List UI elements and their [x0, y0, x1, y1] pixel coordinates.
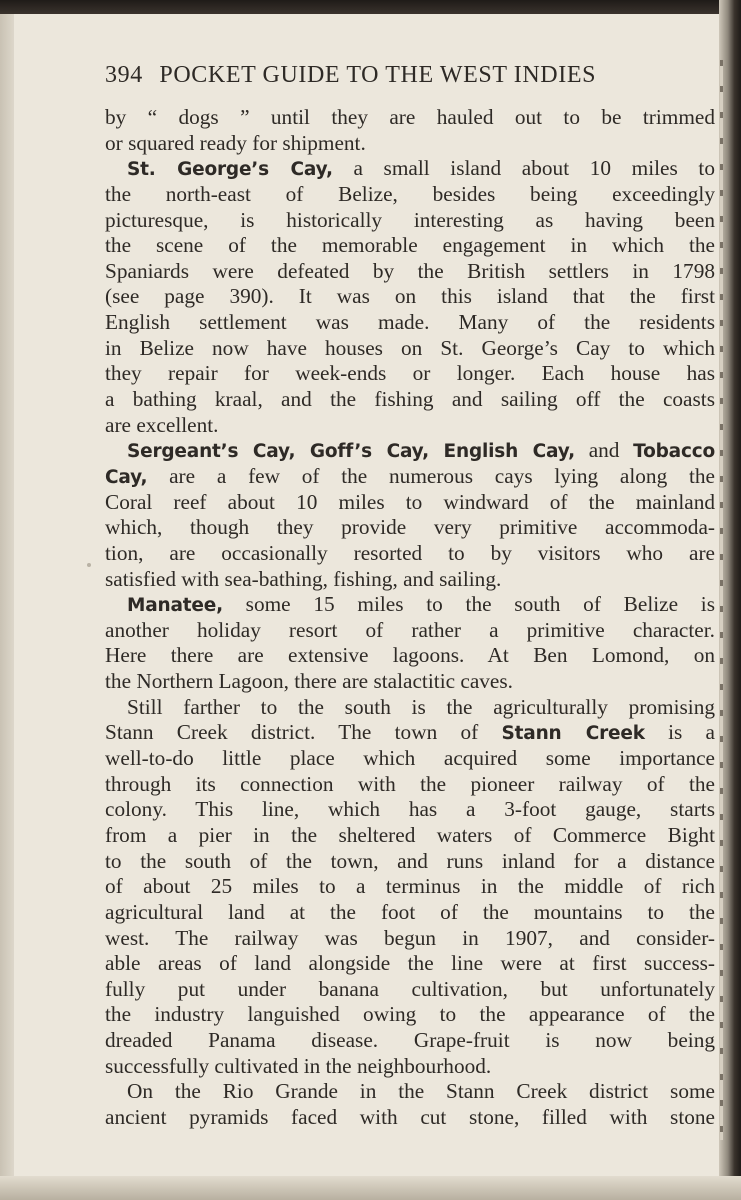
text-run: another holiday resort of rather a primitive character.	[105, 617, 715, 642]
text-run: are a few of the numerous cays lying along the	[147, 463, 715, 488]
bottom-page-edge	[0, 1176, 741, 1200]
text-run: through its connection with the pioneer railway of the	[105, 771, 715, 796]
text-run: agricultural land at the foot of the mountains to the	[105, 899, 715, 924]
text-run: Spaniards were defeated by the British settlers in 1798	[105, 258, 715, 283]
text-run: some 15 miles to the south of Belize is	[222, 592, 715, 617]
text-run: a bathing kraal, and the fishing and sailing off the coasts	[105, 387, 715, 412]
text-run: On the Rio Grande in the Stann Creek district some	[127, 1079, 715, 1104]
text-line	[105, 182, 715, 208]
left-page-edge	[0, 14, 14, 1200]
text-run: in Belize now have houses on St. George’s Cay to which	[105, 335, 715, 360]
text-line	[105, 438, 715, 464]
text-run: successfully cultivated in the neighbourhood.	[105, 1053, 492, 1078]
text-run: (see page 390). It was on this island that the first	[105, 284, 715, 309]
text-run: Stann Creek district. The town of	[105, 720, 502, 745]
text-line	[105, 1028, 715, 1054]
text-line	[105, 541, 715, 567]
text-line	[105, 592, 715, 618]
text-line	[105, 874, 715, 900]
text-run: English settlement was made. Many of the residents	[105, 310, 715, 335]
text-line	[105, 1002, 715, 1028]
text-line	[105, 1079, 715, 1105]
bold-place-name: Manatee,	[127, 595, 223, 617]
text-run: west. The railway was begun in 1907, and consider-	[105, 925, 715, 950]
bold-place-name: St. George’s Cay,	[127, 159, 333, 181]
text-line	[105, 1105, 715, 1131]
text-line	[105, 387, 715, 413]
text-line	[105, 772, 715, 798]
page-stack-edge	[720, 60, 723, 1140]
text-line	[105, 823, 715, 849]
bold-place-name: Sergeant’s Cay, Goff’s Cay, English Cay,	[127, 441, 576, 463]
top-page-edge	[0, 0, 741, 14]
text-run: and	[575, 438, 634, 463]
text-run: by “ dogs ” until they are hauled out to be trimmed	[105, 105, 715, 129]
text-line	[105, 977, 715, 1003]
text-line	[105, 361, 715, 387]
text-line	[105, 336, 715, 362]
text-line	[105, 233, 715, 259]
text-line	[105, 669, 715, 695]
text-run: the scene of the memorable engagement in which the	[105, 233, 715, 258]
text-run: fully put under banana cultivation, but unfortunately	[105, 976, 715, 1001]
bold-place-name: Tobacco	[633, 441, 715, 463]
text-run: tion, are occasionally resorted to by visitors who are	[105, 540, 715, 565]
text-line	[105, 310, 715, 336]
text-run: the north-east of Belize, besides being exceedingly	[105, 181, 715, 206]
text-line	[105, 105, 715, 131]
text-line	[105, 720, 715, 746]
text-line	[105, 515, 715, 541]
text-run: Here there are extensive lagoons. At Ben Lomond, on	[105, 643, 715, 668]
text-line	[105, 490, 715, 516]
body-text	[105, 105, 715, 1131]
text-line	[105, 900, 715, 926]
text-line	[105, 618, 715, 644]
text-run: is a	[644, 720, 715, 745]
paper-speck	[87, 563, 91, 567]
text-run: a small island about 10 miles to	[332, 156, 715, 181]
book-title: POCKET GUIDE TO THE WEST INDIES	[159, 62, 597, 88]
text-run: to the south of the town, and runs inland for a distance	[105, 848, 715, 873]
text-run: well-to-do little place which acquired some importance	[105, 746, 715, 771]
bold-place-name: Cay,	[105, 466, 148, 488]
text-line	[105, 951, 715, 977]
text-line	[105, 643, 715, 669]
text-line	[105, 567, 715, 593]
text-run: from a pier in the sheltered waters of Commerce Bight	[105, 822, 715, 847]
text-line	[105, 797, 715, 823]
text-line	[105, 926, 715, 952]
text-run: the Northern Lagoon, there are stalactitic caves.	[105, 669, 513, 694]
text-run: able areas of land alongside the line were at first success-	[105, 951, 715, 976]
text-run: colony. This line, which has a 3-foot gauge, starts	[105, 797, 715, 822]
text-line	[105, 695, 715, 721]
running-header	[105, 62, 715, 94]
page-number: 394	[105, 62, 143, 88]
text-run: satisfied with sea-bathing, fishing, and sailing.	[105, 566, 502, 591]
text-line	[105, 284, 715, 310]
text-run: Coral reef about 10 miles to windward of the mainland	[105, 489, 715, 514]
text-run: or squared ready for shipment.	[105, 130, 366, 155]
text-run: Still farther to the south is the agriculturally promising	[127, 694, 715, 719]
text-line	[105, 208, 715, 234]
text-run: picturesque, is historically interesting as having been	[105, 207, 715, 232]
text-run: they repair for week-ends or longer. Each house has	[105, 361, 715, 386]
bold-place-name: Stann Creek	[501, 723, 645, 745]
text-line	[105, 849, 715, 875]
text-line	[105, 1054, 715, 1080]
text-run: are excellent.	[105, 412, 219, 437]
text-run: ancient pyramids faced with cut stone, filled with stone	[105, 1104, 715, 1129]
text-line	[105, 131, 715, 157]
text-run: of about 25 miles to a terminus in the middle of rich	[105, 874, 715, 899]
text-run: which, though they provide very primitive accommoda-	[105, 515, 715, 540]
text-run: dreaded Panama disease. Grape-fruit is now being	[105, 1028, 715, 1053]
text-line	[105, 464, 715, 490]
text-line	[105, 156, 715, 182]
text-line	[105, 746, 715, 772]
text-line	[105, 259, 715, 285]
text-line	[105, 413, 715, 439]
text-run: the industry languished owing to the appearance of the	[105, 1002, 715, 1027]
